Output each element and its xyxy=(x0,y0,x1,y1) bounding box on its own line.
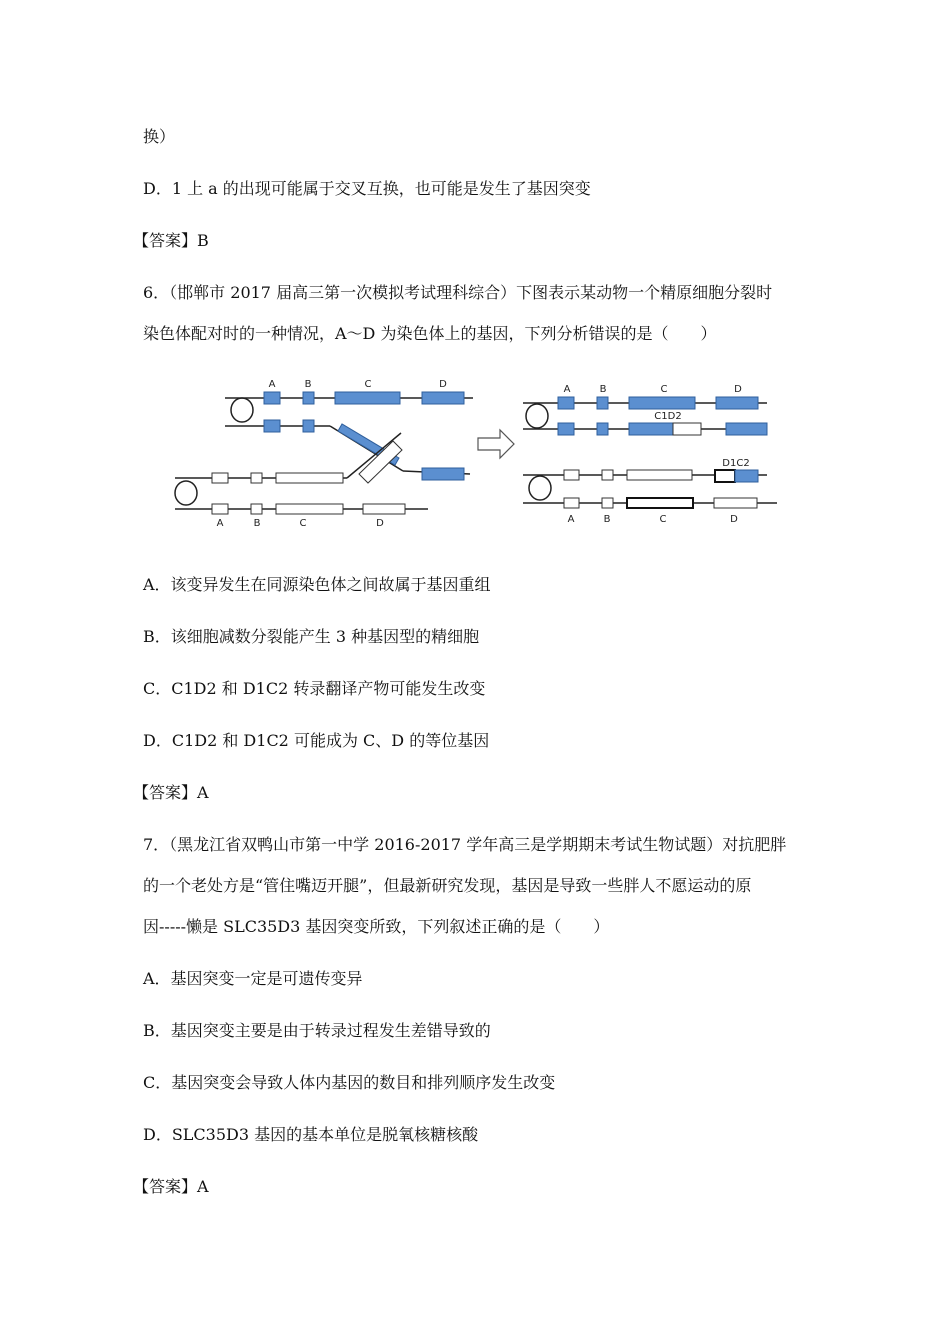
option-d: D．SLC35D3 基因的基本单位是脱氧核糖核酸 xyxy=(143,1125,479,1144)
gene-a-box xyxy=(564,470,579,480)
gene-label: B xyxy=(253,518,261,529)
gene-a-box xyxy=(564,498,579,508)
centromere xyxy=(526,404,548,428)
centromere xyxy=(529,476,551,500)
question-7-line-3: 因-----懒是 SLC35D3 基因突变所致，下列叙述正确的是（ ） xyxy=(143,917,610,936)
option-b: B．基因突变主要是由于转录过程发生差错导致的 xyxy=(143,1021,491,1040)
gene-c-box xyxy=(276,473,343,483)
question-7-line-2: 的一个老处方是“管住嘴迈开腿”，但最新研究发现，基因是导致一些胖人不愿运动的原 xyxy=(143,876,752,895)
gene-label: A xyxy=(563,384,571,395)
gene-label: B xyxy=(304,379,312,390)
gene-label: C xyxy=(660,384,668,395)
option-d: D．C1D2 和 D1C2 可能成为 C、D 的等位基因 xyxy=(143,731,490,750)
answer: 【答案】A xyxy=(133,783,209,802)
gene-b-box xyxy=(602,470,613,480)
recombinant-d-segment xyxy=(673,423,701,435)
answer: 【答案】B xyxy=(133,231,209,250)
gene-c-box xyxy=(627,470,692,480)
gene-d-box xyxy=(422,392,464,404)
question-6-line-1: 6．（邯郸市 2017 届高三第一次模拟考试理科综合）下图表示某动物一个精原细胞分裂时 xyxy=(143,283,773,302)
centromere xyxy=(231,398,253,422)
gene-a-box xyxy=(558,423,574,435)
option-d: D．1 上 a 的出现可能属于交叉互换，也可能是发生了基因突变 xyxy=(143,179,591,198)
gene-c-box xyxy=(276,504,343,514)
option-c: C．C1D2 和 D1C2 转录翻译产物可能发生改变 xyxy=(143,679,486,698)
right-panel xyxy=(523,384,777,525)
gene-label: A xyxy=(216,518,224,529)
question-6-line-2: 染色体配对时的一种情况，A～D 为染色体上的基因，下列分析错误的是（ ） xyxy=(143,324,717,343)
gene-b-box xyxy=(602,498,613,508)
gene-label: D xyxy=(734,384,742,395)
gene-label: C xyxy=(659,514,667,525)
arrow-right-icon xyxy=(478,430,514,458)
gene-label: A xyxy=(268,379,276,390)
left-panel xyxy=(175,379,473,529)
option-a: A．基因突变一定是可遗传变异 xyxy=(143,969,363,988)
recombinant-c-segment xyxy=(735,470,758,482)
gene-label: C xyxy=(299,518,307,529)
gene-d-box xyxy=(363,504,405,514)
gene-c-box xyxy=(629,397,695,409)
gene-a-box xyxy=(212,504,228,514)
gene-a-box xyxy=(212,473,228,483)
gene-d-box xyxy=(726,423,767,435)
gene-label: D xyxy=(439,379,447,390)
gene-b-box xyxy=(597,423,608,435)
gene-label: D xyxy=(376,518,384,529)
option-a: A．该变异发生在同源染色体之间故属于基因重组 xyxy=(143,575,491,594)
gene-a-box xyxy=(264,420,280,432)
gene-b-box xyxy=(303,420,314,432)
gene-c-box xyxy=(335,392,400,404)
option-c: C．基因突变会导致人体内基因的数目和排列顺序发生改变 xyxy=(143,1073,556,1092)
gene-b-box xyxy=(251,504,262,514)
option-b: B．该细胞减数分裂能产生 3 种基因型的精细胞 xyxy=(143,627,480,646)
gene-c-box xyxy=(627,498,693,508)
chromosome-diagram xyxy=(170,368,790,538)
gene-d-box xyxy=(422,468,464,480)
gene-b-box xyxy=(597,397,608,409)
gene-label: D xyxy=(730,514,738,525)
gene-label: C xyxy=(364,379,372,390)
gene-label: B xyxy=(603,514,611,525)
gene-a-box xyxy=(264,392,280,404)
question-7-line-1: 7．（黑龙江省双鸭山市第一中学 2016-2017 学年高三是学期期末考试生物试题）对抗肥胖 xyxy=(143,835,787,854)
gene-b-box xyxy=(251,473,262,483)
gene-a-box xyxy=(558,397,574,409)
recombinant-c-segment xyxy=(629,423,673,435)
centromere xyxy=(175,481,197,505)
gene-d-box xyxy=(714,498,757,508)
gene-label: B xyxy=(599,384,607,395)
text-line: 换） xyxy=(143,127,176,146)
recombinant-d-segment xyxy=(715,470,735,482)
gene-label: A xyxy=(567,514,575,525)
recombinant-label: D1C2 xyxy=(722,458,750,469)
gene-b-box xyxy=(303,392,314,404)
answer: 【答案】A xyxy=(133,1177,209,1196)
gene-d-box xyxy=(716,397,758,409)
recombinant-label: C1D2 xyxy=(654,411,682,422)
